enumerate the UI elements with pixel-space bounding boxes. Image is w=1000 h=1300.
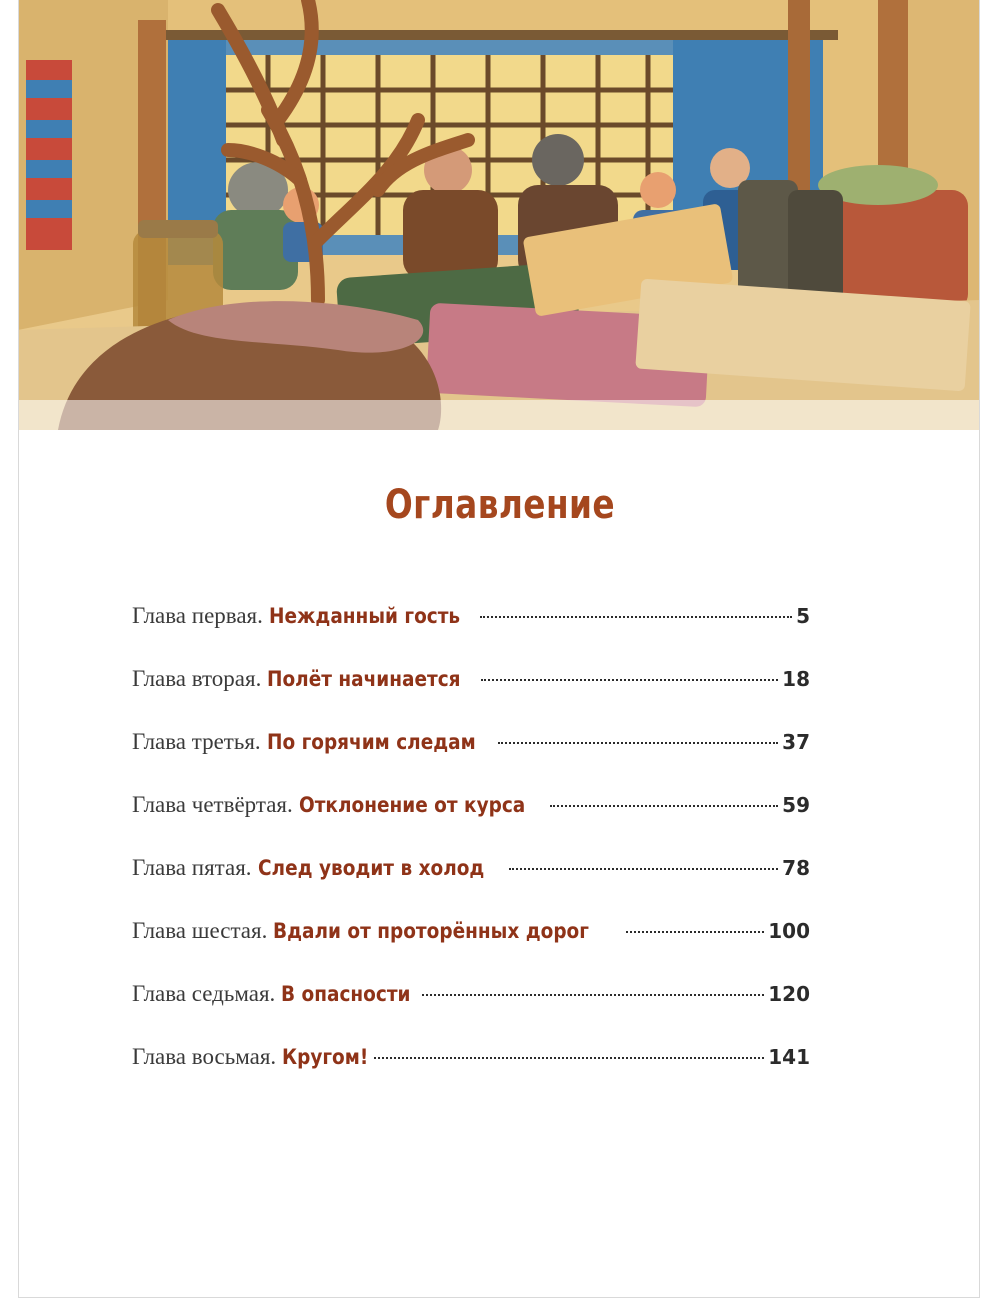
toc-chapter-label: Глава седьмая.	[132, 981, 276, 1006]
toc-chapter-name[interactable]: Нежданный гость	[268, 604, 461, 628]
toc-chapter-name[interactable]: Отклонение от курса	[298, 793, 526, 817]
toc-leader-dots	[481, 679, 778, 681]
toc-page-number: 120	[768, 982, 810, 1006]
toc-leader-dots	[550, 805, 778, 807]
toc-page-number: 59	[782, 793, 810, 817]
toc-chapter-label: Глава шестая.	[132, 918, 268, 943]
toc-entry[interactable]	[132, 596, 810, 659]
toc-chapter-name[interactable]: След уводит в холод	[257, 856, 484, 880]
toc-chapter-name[interactable]: В опасности	[281, 982, 411, 1006]
toc-page-number: 37	[782, 730, 810, 754]
toc-entry[interactable]	[132, 974, 810, 1037]
toc-page-number: 18	[782, 667, 810, 691]
toc-leader-dots	[626, 931, 764, 933]
toc-leader-dots	[374, 1057, 764, 1059]
toc-chapter-label: Глава третья.	[132, 729, 261, 754]
toc-entry[interactable]	[132, 911, 810, 974]
table-of-contents	[132, 596, 810, 1100]
toc-chapter-name[interactable]: Вдали от проторённых дорог	[273, 919, 590, 943]
toc-entry[interactable]	[132, 1037, 810, 1100]
toc-chapter-name[interactable]: Кругом!	[282, 1045, 369, 1069]
toc-chapter-name[interactable]: Полёт начинается	[267, 667, 461, 691]
toc-entry[interactable]	[132, 722, 810, 785]
toc-leader-dots	[509, 868, 778, 870]
toc-chapter-label: Глава восьмая.	[132, 1044, 277, 1069]
toc-page-number: 100	[768, 919, 810, 943]
toc-entry[interactable]	[132, 785, 810, 848]
toc-chapter-name[interactable]: По горячим следам	[266, 730, 476, 754]
toc-page-number: 5	[796, 604, 810, 628]
toc-leader-dots	[498, 742, 778, 744]
toc-page-number: 141	[768, 1045, 810, 1069]
toc-chapter-label: Глава первая.	[132, 603, 263, 628]
toc-entry[interactable]	[132, 848, 810, 911]
toc-leader-dots	[480, 616, 792, 618]
illustration-drawing	[18, 0, 980, 430]
toc-title: Оглавление	[384, 482, 616, 528]
toc-chapter-label: Глава вторая.	[132, 666, 262, 691]
header-illustration	[18, 0, 980, 430]
toc-leader-dots	[422, 994, 764, 996]
toc-entry[interactable]	[132, 659, 810, 722]
toc-chapter-label: Глава четвёртая.	[132, 792, 293, 817]
toc-page-number: 78	[782, 856, 810, 880]
toc-chapter-label: Глава пятая.	[132, 855, 252, 880]
